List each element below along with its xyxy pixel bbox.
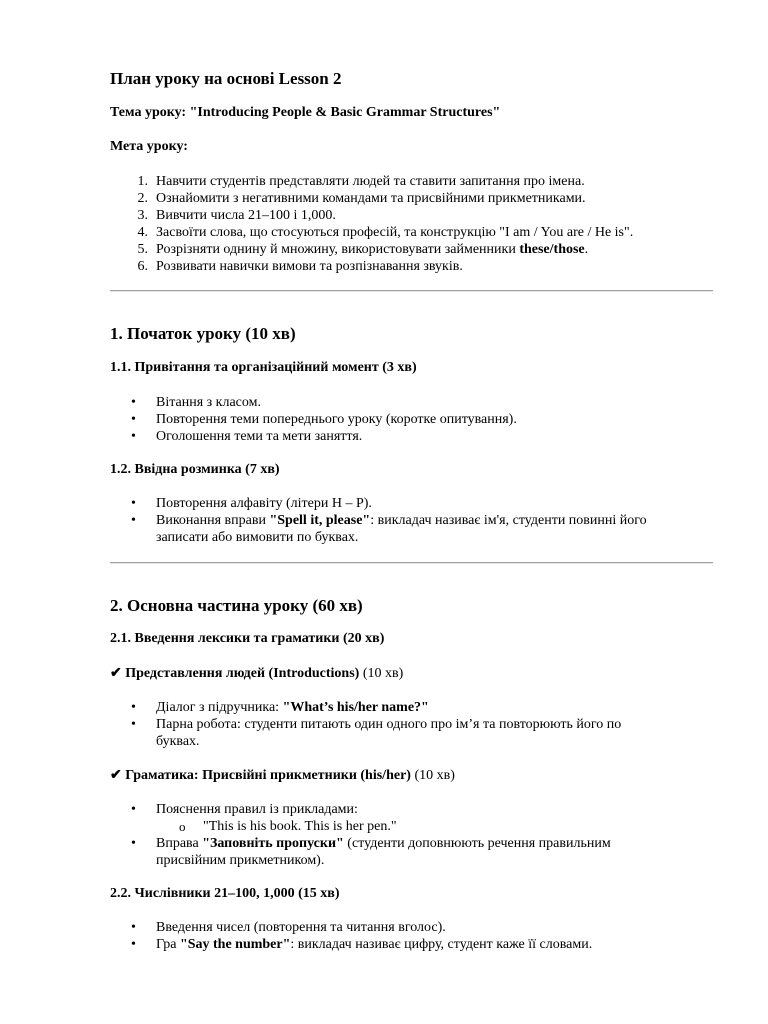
subsection-introductions [110,665,403,682]
list-item [156,936,592,953]
list-item-bold-text: "Spell it, please" [269,513,371,528]
sub-list-item: "This is his book. This is her pen." [203,819,397,834]
goal-text: . [584,242,589,257]
list-item-text: Вправа [156,836,203,851]
list-item: Оголошення теми та мети заняття. [156,429,363,444]
goal-number: 4. [137,225,148,240]
list-item: Повторення теми попереднього уроку (коротке опитування). [156,412,517,427]
topic-label: Тема уроку: [110,105,187,120]
goal-number: 2. [137,191,148,206]
bullet-icon: • [131,412,136,427]
goal-item [156,241,588,258]
goal-item: Розвивати навички вимови та розпізнавання звуків. [156,259,463,274]
sub-bullet-icon: o [179,819,186,834]
bullet-icon: • [131,700,136,715]
list-item-continuation: буквах. [156,734,200,749]
list-item: Пояснення правил із прикладами: [156,802,358,817]
list-item-text: : викладач називає ім'я, студенти повинні його [370,513,647,528]
list-item [156,512,647,529]
list-item: Повторення алфавіту (літери H – P). [156,496,372,511]
subsection-grammar [110,767,455,784]
section-2-heading: 2. Основна частина уроку (60 хв) [110,596,363,615]
bullet-icon: • [131,836,136,851]
subsection-duration: (10 хв) [410,768,455,783]
list-item: Вітання з класом. [156,395,261,410]
goal-number: 6. [137,259,148,274]
goal-label: Мета уроку: [110,139,188,154]
document-title: План уроку на основі Lesson 2 [110,69,342,88]
bullet-icon: • [131,496,136,511]
topic-line [110,105,500,121]
goal-number: 5. [137,242,148,257]
horizontal-divider [110,562,713,564]
list-item-text: Виконання вправи [156,513,270,528]
list-item [156,699,429,716]
list-item: Введення чисел (повторення та читання вголос). [156,920,446,935]
goal-item: Засвоїти слова, що стосуються професій, та конструкцію "I am / You are / He is". [156,225,634,240]
bullet-icon: • [131,513,136,528]
goal-text: Розрізняти однину й множину, використовувати займенники [156,242,520,257]
list-item-text: Діалог з підручника: [156,700,283,715]
list-item-bold-text: "Say the number" [179,937,291,952]
goal-number: 3. [137,208,148,223]
list-item-bold-text: "What’s his/her name?" [282,700,429,715]
list-item-text: Гра [156,937,180,952]
bullet-icon: • [131,920,136,935]
subsection-duration: (10 хв) [359,666,404,681]
topic-value: "Introducing People & Basic Grammar Structures" [189,105,501,120]
list-item-continuation: записати або вимовити по буквах. [156,530,359,545]
bullet-icon: • [131,717,136,732]
goal-item: Навчити студентів представляти людей та ставити запитання про імена. [156,174,585,189]
section-2-1-heading: 2.1. Введення лексики та граматики (20 хв) [110,631,385,646]
goal-number: 1. [137,174,148,189]
list-item-text: : викладач називає цифру, студент каже її словами. [290,937,593,952]
bullet-icon: • [131,395,136,410]
section-2-2-heading: 2.2. Числівники 21–100, 1,000 (15 хв) [110,886,340,901]
list-item-bold-text: "Заповніть пропуски" [202,836,344,851]
horizontal-divider [110,290,713,292]
goal-item: Ознайомити з негативними командами та присвійними прикметниками. [156,191,586,206]
goal-item: Вивчити числа 21–100 і 1,000. [156,208,336,223]
section-1-1-heading: 1.1. Привітання та організаційний момент (3 хв) [110,360,417,375]
list-item: Парна робота: студенти питають один одного про ім’я та повторюють його по [156,717,622,732]
list-item-continuation: присвійним прикметником). [156,853,325,868]
subsection-title: ✔ Представлення людей (Introductions) [110,666,360,681]
list-item [156,835,611,852]
section-1-heading: 1. Початок уроку (10 хв) [110,324,296,343]
subsection-title: ✔ Граматика: Присвійні прикметники (his/her) [110,768,411,783]
section-1-2-heading: 1.2. Ввідна розминка (7 хв) [110,462,280,477]
bullet-icon: • [131,802,136,817]
bullet-icon: • [131,937,136,952]
bullet-icon: • [131,429,136,444]
list-item-text: (студенти доповнюють речення правильним [343,836,611,851]
goal-bold-text: these/those [519,242,585,257]
